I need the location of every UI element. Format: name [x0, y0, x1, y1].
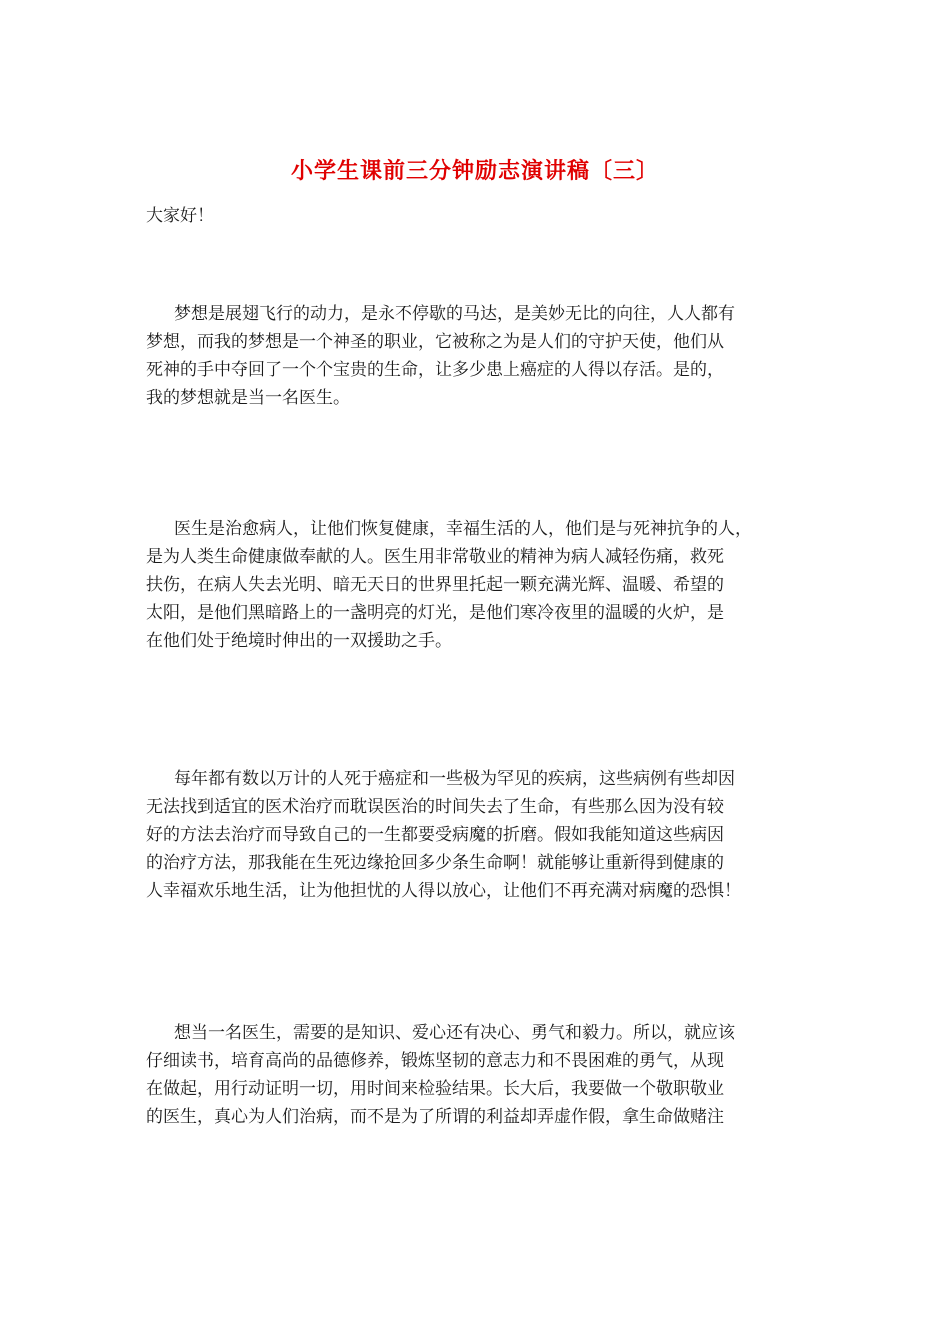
paragraph-line: 的医生，真心为人们治病，而不是为了所谓的利益却弄虚作假，拿生命做赌注 [146, 1107, 724, 1127]
paragraph-line: 扶伤，在病人失去光明、暗无天日的世界里托起一颗充满光辉、温暖、希望的 [146, 575, 724, 595]
paragraph-4 [146, 1019, 826, 1131]
paragraph-line: 的治疗方法，那我能在生死边缘抢回多少条生命啊！就能够让重新得到健康的 [146, 853, 724, 873]
paragraph-line: 是为人类生命健康做奉献的人。医生用非常敬业的精神为病人减轻伤痛，救死 [146, 547, 724, 567]
paragraph-1 [146, 300, 826, 412]
paragraph-line: 医生是治愈病人，让他们恢复健康，幸福生活的人，他们是与死神抗争的人， [174, 519, 752, 539]
paragraph-line: 我的梦想就是当一名医生。 [146, 388, 350, 408]
paragraph-2 [146, 515, 826, 655]
paragraph-line: 太阳，是他们黑暗路上的一盏明亮的灯光，是他们寒冷夜里的温暖的火炉，是 [146, 603, 724, 623]
paragraph-line: 在他们处于绝境时伸出的一双援助之手。 [146, 631, 452, 651]
paragraph-line: 人幸福欢乐地生活，让为他担忧的人得以放心，让他们不再充满对病魔的恐惧！ [146, 881, 741, 901]
greeting: 大家好！ [146, 206, 214, 226]
paragraph-line: 梦想是展翅飞行的动力，是永不停歇的马达，是美妙无比的向往，人人都有 [174, 304, 735, 324]
paragraph-3 [146, 765, 826, 905]
paragraph-line: 死神的手中夺回了一个个宝贵的生命，让多少患上癌症的人得以存活。是的， [146, 360, 724, 380]
paragraph-line: 无法找到适宜的医术治疗而耽误医治的时间失去了生命，有些那么因为没有较 [146, 797, 724, 817]
paragraph-line: 好的方法去治疗而导致自己的一生都要受病魔的折磨。假如我能知道这些病因 [146, 825, 724, 845]
page-title: 小学生课前三分钟励志演讲稿〔三〕 [290, 158, 659, 184]
paragraph-line: 在做起，用行动证明一切，用时间来检验结果。长大后，我要做一个敬职敬业 [146, 1079, 724, 1099]
paragraph-line: 每年都有数以万计的人死于癌症和一些极为罕见的疾病，这些病例有些却因 [174, 769, 735, 789]
paragraph-line: 想当一名医生，需要的是知识、爱心还有决心、勇气和毅力。所以，就应该 [174, 1023, 735, 1043]
paragraph-line: 梦想，而我的梦想是一个神圣的职业，它被称之为是人们的守护天使，他们从 [146, 332, 724, 352]
paragraph-line: 仔细读书，培育高尚的品德修养，锻炼坚韧的意志力和不畏困难的勇气，从现 [146, 1051, 724, 1071]
